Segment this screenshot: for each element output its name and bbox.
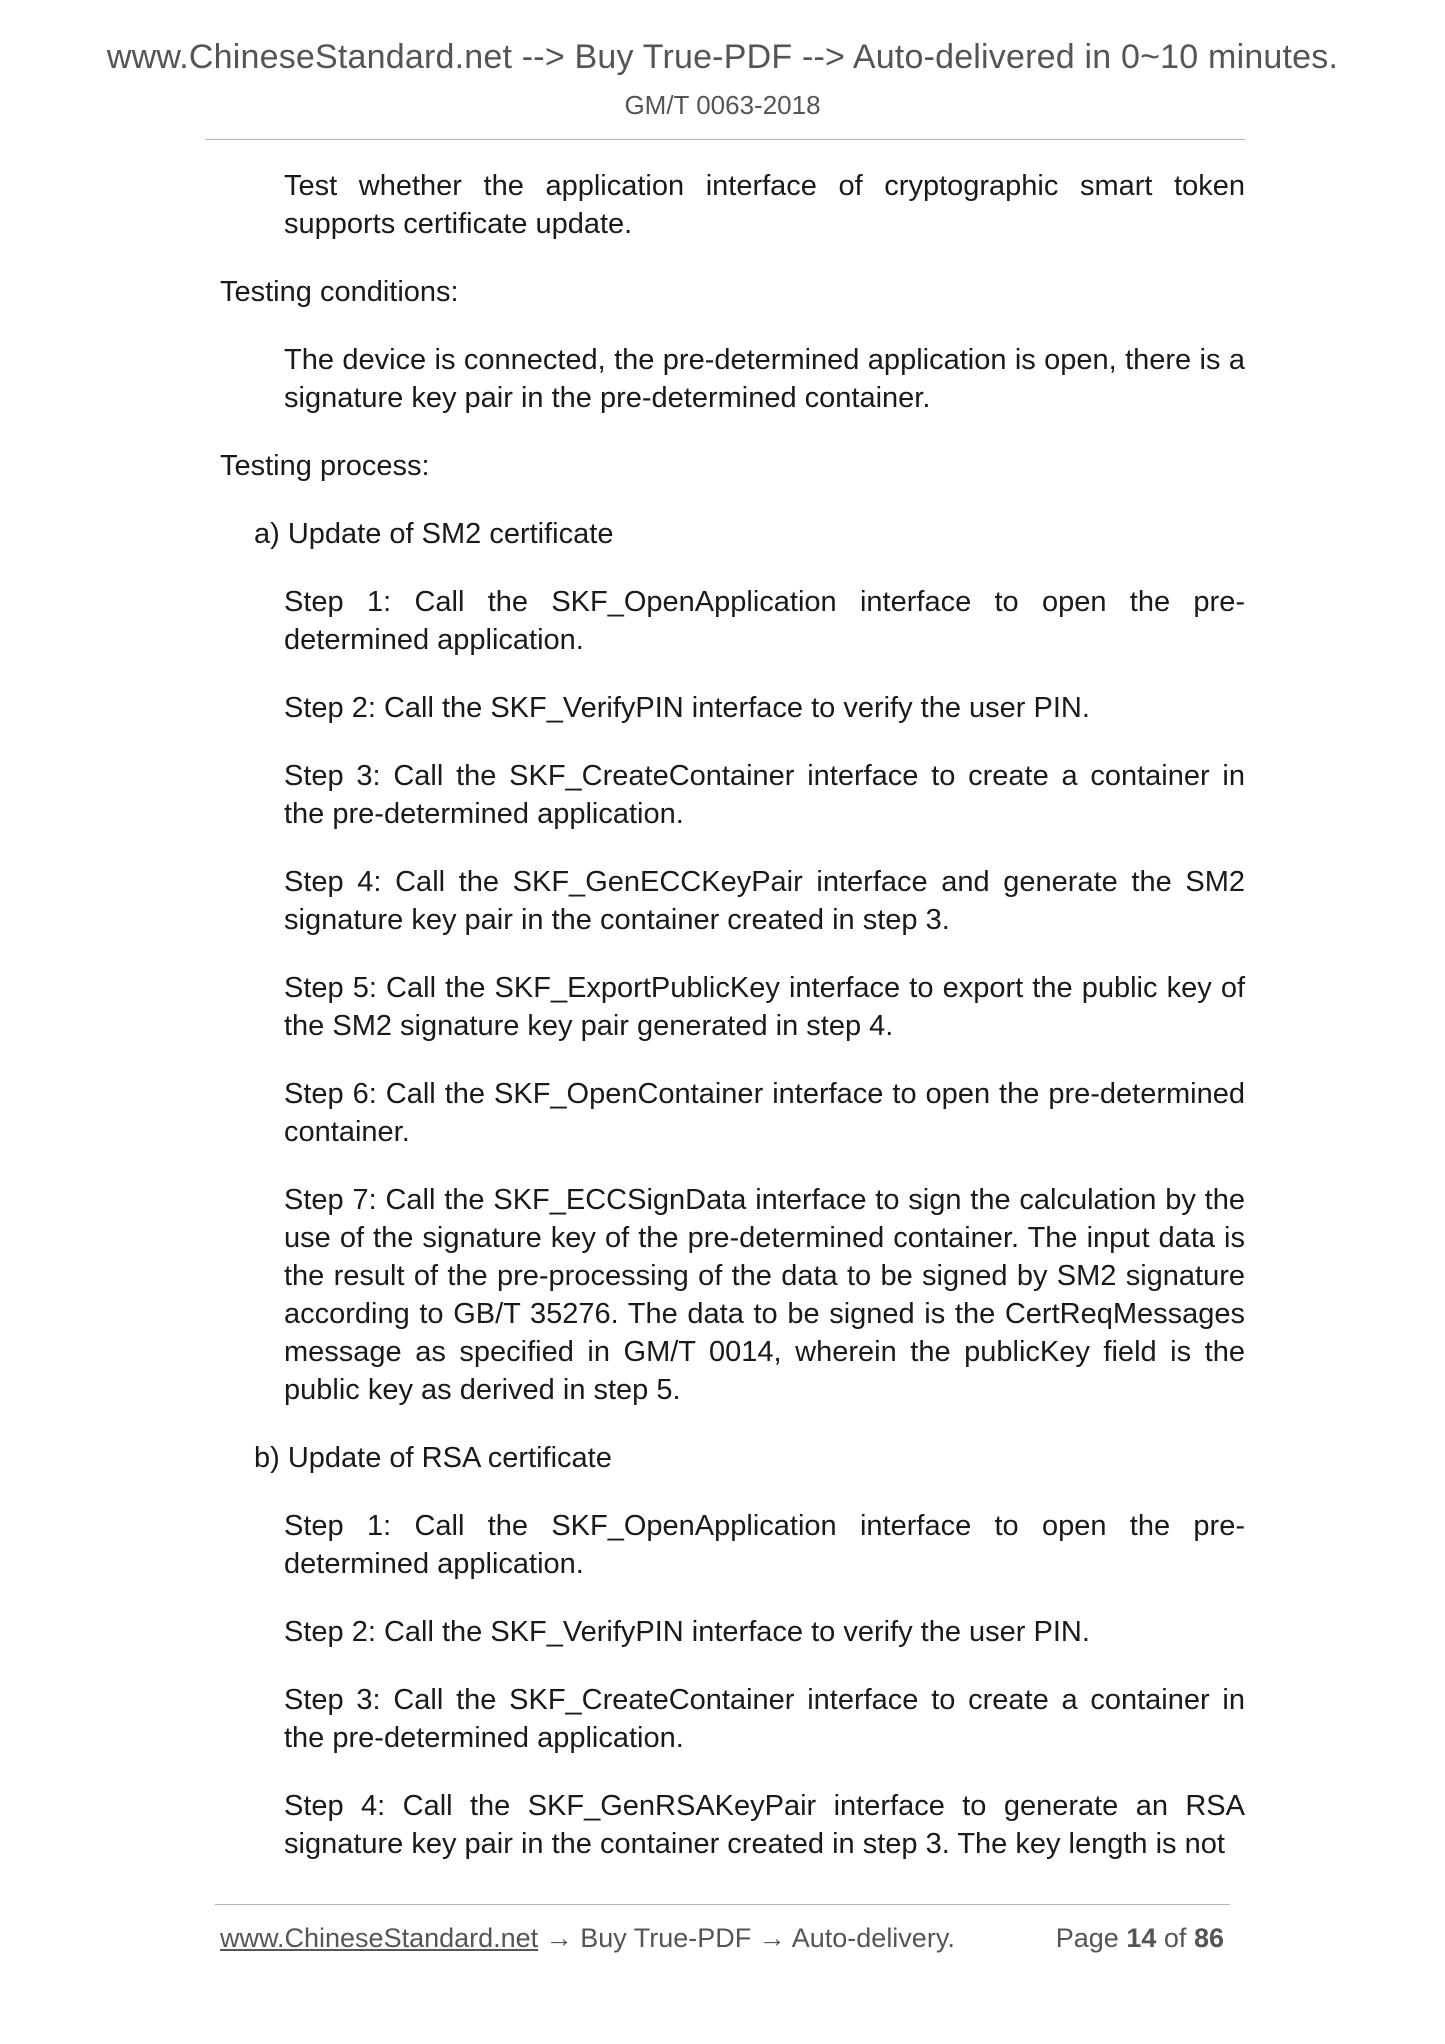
header-divider — [205, 139, 1245, 140]
process-heading: Testing process: — [220, 450, 430, 482]
section-a-step: Step 4: Call the SKF_GenECCKeyPair interface and generate the SM2 signature key pair in the container created in step 3. — [284, 866, 1245, 936]
section-b-step: Step 3: Call the SKF_CreateContainer interface to create a container in the pre-determined application. — [284, 1684, 1245, 1754]
section-a-step: Step 6: Call the SKF_OpenContainer interface to open the pre-determined container. — [284, 1078, 1245, 1148]
section-b-step: Step 2: Call the SKF_VerifyPIN interface to verify the user PIN. — [284, 1616, 1090, 1648]
section-a-title: a) Update of SM2 certificate — [254, 518, 614, 550]
section-b-step: Step 1: Call the SKF_OpenApplication interface to open the pre-determined application. — [284, 1510, 1245, 1580]
of-label: of — [1163, 1923, 1187, 1953]
purpose-paragraph: Test whether the application interface of cryptographic smart token supports certificate update. — [284, 170, 1245, 240]
page-footer — [220, 1923, 1230, 1954]
section-a-step: Step 2: Call the SKF_VerifyPIN interface to verify the user PIN. — [284, 692, 1090, 724]
section-a-step: Step 1: Call the SKF_OpenApplication interface to open the pre-determined application. — [284, 586, 1245, 656]
conditions-paragraph: The device is connected, the pre-determined application is open, there is a signature key pair in the pre-determined container. — [284, 344, 1245, 414]
document-body — [220, 167, 1245, 1893]
footer-divider — [215, 1904, 1230, 1905]
current-page-number: 14 — [1126, 1923, 1157, 1953]
total-pages-number: 86 — [1193, 1923, 1224, 1953]
site-banner: www.ChineseStandard.net --> Buy True-PDF --> Auto-delivered in 0~10 minutes. — [106, 38, 1339, 76]
conditions-heading: Testing conditions: — [220, 276, 459, 308]
section-a-step: Step 7: Call the SKF_ECCSignData interface to sign the calculation by the use of the signature key of the pre-determined container. The input data is the result of the pre-processing of the data to be signed by SM2 signature according to GB/T 35276. The data to be signed is the CertReqMessages message as specified in GM/T 0014, wherein the publicKey field is the public key as derived in step 5. — [284, 1184, 1245, 1406]
document-code: GM/T 0063-2018 — [624, 90, 821, 120]
page-label: Page — [1055, 1923, 1119, 1953]
section-b-step: Step 4: Call the SKF_GenRSAKeyPair interface to generate an RSA signature key pair in the container created in step 3. The key length is not — [284, 1790, 1245, 1860]
footer-site-link[interactable]: www.ChineseStandard.net — [220, 1923, 539, 1953]
section-a-step: Step 3: Call the SKF_CreateContainer interface to create a container in the pre-determined application. — [284, 760, 1245, 830]
section-a-step: Step 5: Call the SKF_ExportPublicKey interface to export the public key of the SM2 signature key pair generated in step 4. — [284, 972, 1245, 1042]
footer-tagline: → Buy True-PDF → Auto-delivery. — [538, 1923, 955, 1953]
section-b-title: b) Update of RSA certificate — [254, 1442, 612, 1474]
page-indicator — [1056, 1923, 1224, 1954]
